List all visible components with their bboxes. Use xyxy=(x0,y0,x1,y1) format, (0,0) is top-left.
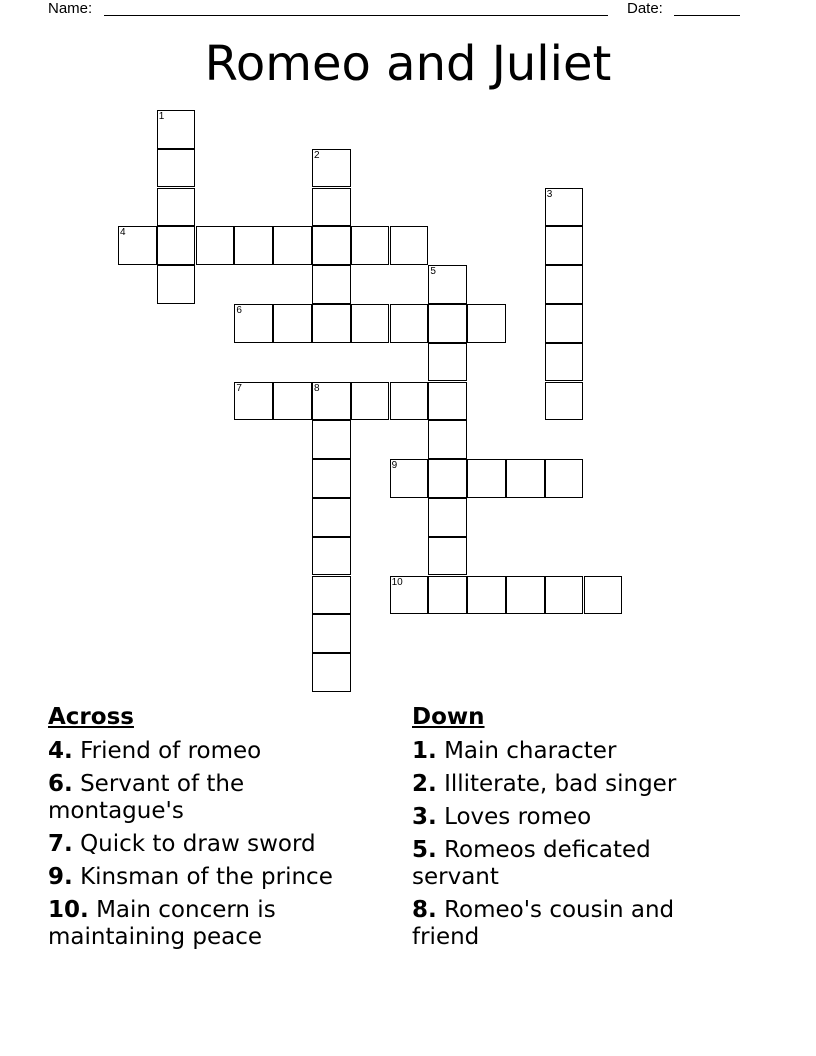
cell-number: 8 xyxy=(314,382,320,394)
grid-cell[interactable] xyxy=(312,265,351,304)
clue-number: 3. xyxy=(412,804,437,830)
grid-cell[interactable] xyxy=(428,537,467,576)
grid-cell[interactable] xyxy=(312,614,351,653)
grid-cell[interactable] xyxy=(312,188,351,227)
cell-number: 10 xyxy=(391,576,403,588)
clue-item xyxy=(48,738,378,765)
clue-text: Loves romeo xyxy=(444,804,592,830)
down-heading: Down xyxy=(412,704,485,730)
clue-number: 2. xyxy=(412,771,437,797)
clue-text: Kinsman of the prince xyxy=(80,864,333,890)
grid-cell[interactable] xyxy=(584,576,623,615)
grid-cell[interactable] xyxy=(545,459,584,498)
grid-cell[interactable] xyxy=(312,498,351,537)
grid-cell[interactable] xyxy=(351,226,390,265)
clue-text: Friend of romeo xyxy=(80,738,262,764)
clue-number: 10. xyxy=(48,897,89,923)
grid-cell[interactable] xyxy=(467,576,506,615)
grid-cell[interactable] xyxy=(312,382,351,421)
grid-cell[interactable] xyxy=(273,304,312,343)
grid-cell[interactable] xyxy=(428,265,467,304)
grid-cell[interactable] xyxy=(545,188,584,227)
grid-cell[interactable] xyxy=(390,304,429,343)
clue-text: Illiterate, bad singer xyxy=(444,771,677,797)
grid-cell[interactable] xyxy=(428,498,467,537)
grid-cell[interactable] xyxy=(390,576,429,615)
cell-number: 4 xyxy=(120,227,126,239)
clue-number: 4. xyxy=(48,738,73,764)
grid-cell[interactable] xyxy=(118,226,157,265)
clue-item xyxy=(48,864,378,891)
grid-cell[interactable] xyxy=(157,149,196,188)
clue-item xyxy=(412,804,732,831)
grid-cell[interactable] xyxy=(545,265,584,304)
clue-number: 1. xyxy=(412,738,437,764)
page-title: Romeo and Juliet xyxy=(204,36,612,92)
grid-cell[interactable] xyxy=(390,459,429,498)
clue-item xyxy=(48,771,378,825)
clue-text: Romeo's cousin and friend xyxy=(412,897,675,950)
cell-number: 7 xyxy=(236,382,242,394)
grid-cell[interactable] xyxy=(157,265,196,304)
grid-cell[interactable] xyxy=(428,459,467,498)
clue-text: Quick to draw sword xyxy=(80,831,316,857)
grid-cell[interactable] xyxy=(545,343,584,382)
grid-cell[interactable] xyxy=(428,576,467,615)
down-clues xyxy=(412,702,732,957)
clue-number: 5. xyxy=(412,837,437,863)
grid-cell[interactable] xyxy=(273,382,312,421)
cell-number: 6 xyxy=(236,305,242,316)
grid-cell[interactable] xyxy=(467,459,506,498)
grid-cell[interactable] xyxy=(312,653,351,692)
grid-cell[interactable] xyxy=(545,576,584,615)
grid-cell[interactable] xyxy=(273,226,312,265)
clue-item xyxy=(412,837,732,891)
cell-number: 1 xyxy=(158,111,165,122)
grid-cell[interactable] xyxy=(506,576,545,615)
clue-number: 7. xyxy=(48,831,73,857)
grid-cell[interactable] xyxy=(467,304,506,343)
clue-item xyxy=(48,897,378,951)
cell-number: 9 xyxy=(391,460,398,472)
grid-cell[interactable] xyxy=(428,343,467,382)
grid-cell[interactable] xyxy=(234,304,273,343)
clue-item xyxy=(412,897,732,951)
grid-cell[interactable] xyxy=(234,226,273,265)
grid-cell[interactable] xyxy=(545,304,584,343)
grid-cell[interactable] xyxy=(312,576,351,615)
clue-text: Main character xyxy=(444,738,617,764)
across-clues xyxy=(48,702,378,957)
cell-number: 2 xyxy=(314,149,320,161)
grid-cell[interactable] xyxy=(428,382,467,421)
name-label: Name: xyxy=(48,0,93,17)
grid-cell[interactable] xyxy=(390,226,429,265)
clue-number: 6. xyxy=(48,771,73,797)
clue-number: 9. xyxy=(48,864,73,890)
grid-cell[interactable] xyxy=(545,226,584,265)
grid-cell[interactable] xyxy=(312,304,351,343)
clue-item xyxy=(48,831,378,858)
grid-cell[interactable] xyxy=(157,110,196,149)
grid-cell[interactable] xyxy=(234,382,273,421)
clue-text: Romeos deficated servant xyxy=(412,837,651,890)
grid-cell[interactable] xyxy=(312,420,351,459)
grid-cell[interactable] xyxy=(545,382,584,421)
grid-cell[interactable] xyxy=(351,304,390,343)
grid-cell[interactable] xyxy=(390,382,429,421)
grid-cell[interactable] xyxy=(196,226,235,265)
clue-item xyxy=(412,771,732,798)
grid-cell[interactable] xyxy=(428,304,467,343)
grid-cell[interactable] xyxy=(312,226,351,265)
clue-item xyxy=(412,738,732,765)
across-heading: Across xyxy=(48,704,134,730)
cell-number: 5 xyxy=(430,266,436,278)
clue-text: Servant of the montague's xyxy=(48,771,245,824)
clue-text: Main concern is maintaining peace xyxy=(48,897,276,950)
grid-cell[interactable] xyxy=(157,188,196,227)
grid-cell[interactable] xyxy=(312,537,351,576)
cell-number: 3 xyxy=(546,188,553,200)
grid-cell[interactable] xyxy=(428,420,467,459)
grid-cell[interactable] xyxy=(312,149,351,188)
grid-cell[interactable] xyxy=(312,459,351,498)
grid-cell[interactable] xyxy=(506,459,545,498)
date-label: Date: xyxy=(627,0,663,17)
grid-cell[interactable] xyxy=(351,382,390,421)
grid-cell[interactable] xyxy=(157,226,196,265)
clue-number: 8. xyxy=(412,897,437,923)
